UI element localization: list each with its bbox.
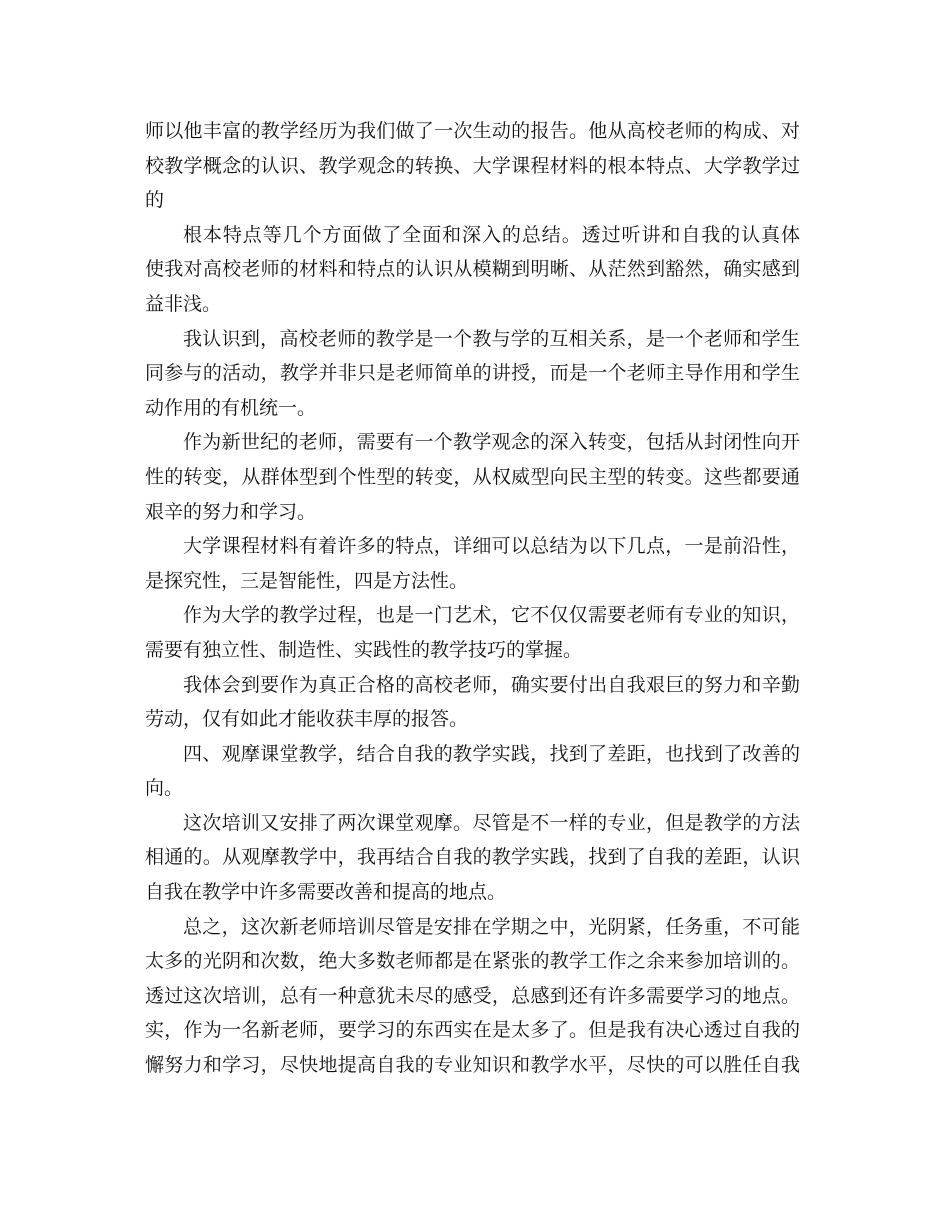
text-line: 需要有独立性、制造性、实践性的教学技巧的掌握。 [145,638,583,661]
document-body [145,114,800,1083]
text-line: 四、观摩课堂教学，结合自我的教学实践，找到了差距，也找到了改善的 [183,742,800,765]
text-line: 根本特点等几个方面做了全面和深入的总结。透过听讲和自我的认真体 [183,223,800,246]
text-line: 大学课程材料有着许多的特点，详细可以总结为以下几点，一是前沿性， [183,535,800,558]
text-line: 校教学概念的认识、教学观念的转换、大学课程材料的根本特点、大学教学过 [145,154,800,177]
text-line: 透过这次培训，总有一种意犹未尽的感受，总感到还有许多需要学习的地点。 [145,984,800,1007]
text-line: 太多的光阴和次数，绝大多数老师都是在紧张的教学工作之余来参加培训的。 [145,950,800,973]
text-line: 使我对高校老师的材料和特点的认识从模糊到明晰、从茫然到豁然，确实感到 [145,258,800,281]
text-line: 我体会到要作为真正合格的高校老师，确实要付出自我艰巨的努力和辛勤 [183,673,800,696]
text-line: 向。 [145,777,184,800]
text-line: 动作用的有机统一。 [145,396,317,419]
text-line: 自我在教学中许多需要改善和提高的地点。 [145,881,507,904]
text-line: 作为大学的教学过程，也是一门艺术，它不仅仅需要老师有专业的知识， [183,604,800,627]
text-line: 作为新世纪的老师，需要有一个教学观念的深入转变，包括从封闭性向开 [183,431,800,454]
text-line: 我认识到，高校老师的教学是一个教与学的互相关系，是一个老师和学生 [183,327,800,350]
text-line: 相通的。从观摩教学中，我再结合自我的教学实践，找到了自我的差距，认识 [145,846,800,869]
text-line: 实，作为一名新老师，要学习的东西实在是太多了。但是我有决心透过自我的 [145,1019,800,1042]
text-line: 劳动，仅有如此才能收获丰厚的报答。 [145,708,469,731]
text-line: 总之，这次新老师培训尽管是安排在学期之中，光阴紧，任务重，不可能 [183,915,800,938]
text-line: 的 [145,189,165,212]
text-line: 益非浅。 [145,292,222,315]
text-line: 性的转变，从群体型到个性型的转变，从权威型向民主型的转变。这些都要通 [145,465,800,488]
text-line: 艰辛的努力和学习。 [145,500,317,523]
text-line: 这次培训又安排了两次课堂观摩。尽管是不一样的专业，但是教学的方法 [183,811,800,834]
text-line: 懈努力和学习，尽快地提高自我的专业知识和教学水平，尽快的可以胜任自我 [145,1054,800,1077]
text-line: 同参与的活动，教学并非只是老师简单的讲授，而是一个老师主导作用和学生 [145,362,800,385]
text-line: 是探究性，三是智能性，四是方法性。 [145,569,469,592]
text-line: 师以他丰富的教学经历为我们做了一次生动的报告。他从高校老师的构成、对 [145,120,800,142]
